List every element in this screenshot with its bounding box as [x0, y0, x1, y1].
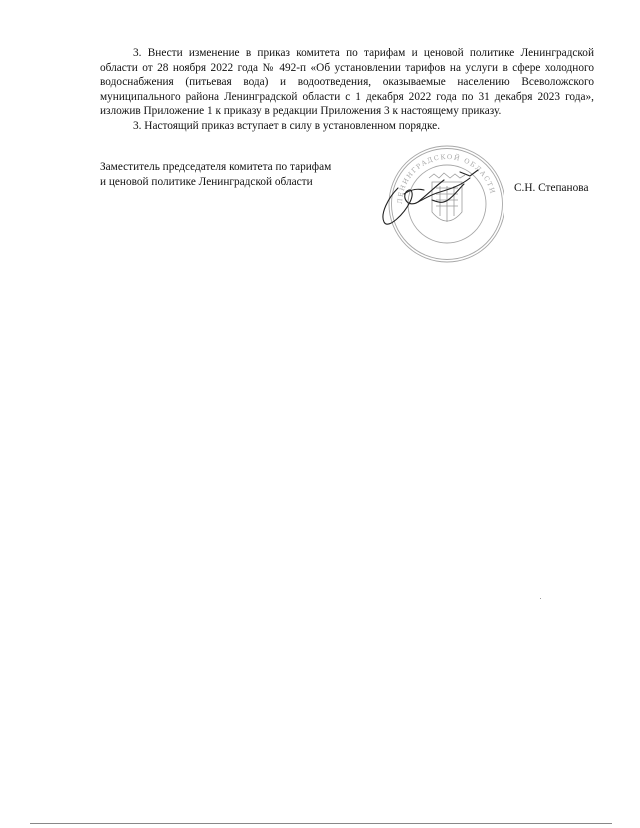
scan-speck: [540, 598, 541, 599]
seal-ring-text: ЛЕНИНГРАДСКОЙ ОБЛАСТИ: [395, 152, 497, 205]
signatory-title-line-1: Заместитель председателя комитета по тарифам: [100, 161, 332, 173]
signatory-title: [100, 160, 350, 189]
paragraph-amendment: 3. Внести изменение в приказ комитета по тарифам и ценовой политике Ленинградской области от 28 ноября 2022 года № 492-п «Об установлении тарифов на услуги в сфере холодного водоснабжения (питьевая вода) и водоотведения, оказываемые населению Всеволожского муниципального района Ленинградской области с 1 декабря 2022 года по 31 декабря 2023 года», изложив Приложение 1 к приказу в редакции Приложения 3 к настоящему приказу.: [100, 47, 594, 117]
paragraph-effective: 3. Настоящий приказ вступает в силу в установленном порядке.: [133, 119, 441, 132]
document-body: [100, 46, 594, 133]
coat-of-arms-emblem: [429, 173, 465, 222]
signatory-name: С.Н. Степанова: [514, 182, 589, 194]
official-seal-with-signature: [374, 142, 504, 266]
page-bottom-edge: [30, 823, 612, 824]
seal-stamp: [389, 146, 504, 262]
signatory-title-line-2: и ценовой политике Ленинградской области: [100, 175, 313, 188]
